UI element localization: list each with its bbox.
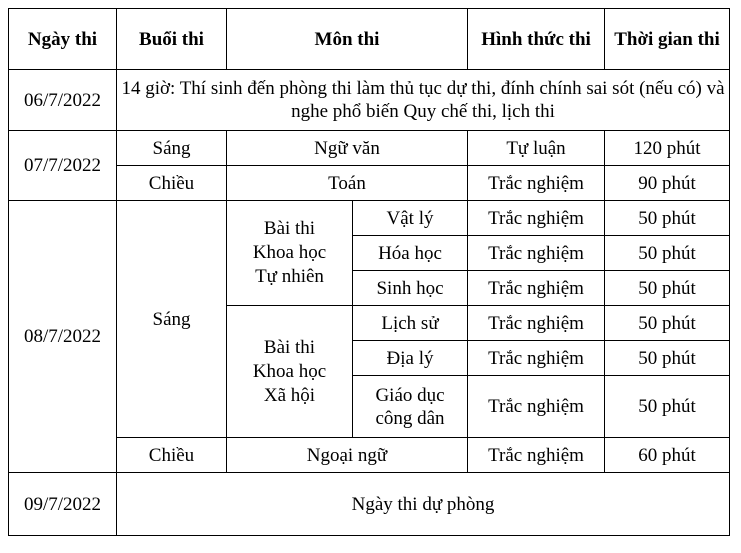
subject-cell: Toán [227,166,468,201]
table-row [9,201,730,236]
format-cell: Trắc nghiệm [468,201,605,236]
subject-group-social-science [227,306,353,438]
header-duration: Thời gian thi [605,9,730,70]
format-cell: Trắc nghiệm [468,166,605,201]
date-cell: 07/7/2022 [9,131,117,201]
duration-cell: 90 phút [605,166,730,201]
duration-cell: 50 phút [605,306,730,341]
duration-cell: 50 phút [605,376,730,438]
subject-cell: Lịch sử [353,306,468,341]
subject-cell: Ngữ văn [227,131,468,166]
format-cell: Trắc nghiệm [468,306,605,341]
table-row [9,473,730,536]
session-cell: Sáng [117,131,227,166]
group-name-line: Khoa học [252,360,327,382]
table-row [9,131,730,166]
exam-schedule-table [8,8,730,536]
group-name-line: Khoa học [252,242,327,263]
table-row [9,438,730,473]
table-row [9,70,730,131]
duration-cell: 120 phút [605,131,730,166]
session-cell: Chiều [117,166,227,201]
format-cell: Tự luận [468,131,605,166]
format-cell: Trắc nghiệm [468,236,605,271]
header-date: Ngày thi [9,9,117,70]
format-cell: Trắc nghiệm [468,438,605,473]
subject-cell: Địa lý [353,341,468,376]
duration-cell: 50 phút [605,201,730,236]
subject-cell: Vật lý [353,201,468,236]
reserve-day-note: Ngày thi dự phòng [117,473,730,536]
duration-cell: 50 phút [605,341,730,376]
session-cell: Sáng [117,201,227,438]
group-name-line: Xã hội [263,384,316,406]
header-format: Hình thức thi [468,9,605,70]
date-cell: 06/7/2022 [9,70,117,131]
group-name-line: Tự nhiên [255,266,324,287]
group-name-line: Bài thi [263,336,316,358]
subject-cell: Sinh học [353,271,468,306]
duration-cell: 50 phút [605,236,730,271]
header-subject: Môn thi [227,9,468,70]
subject-cell: Ngoại ngữ [227,438,468,473]
subject-name-line: công dân [375,407,445,429]
table-row [9,166,730,201]
duration-cell: 60 phút [605,438,730,473]
format-cell: Trắc nghiệm [468,376,605,438]
session-cell: Chiều [117,438,227,473]
format-cell: Trắc nghiệm [468,271,605,306]
header-session: Buổi thi [117,9,227,70]
format-cell: Trắc nghiệm [468,341,605,376]
date-cell: 09/7/2022 [9,473,117,536]
header-row [9,9,730,70]
subject-cell-civic-education [353,376,468,438]
date-cell: 08/7/2022 [9,201,117,473]
duration-cell: 50 phút [605,271,730,306]
subject-name-line: Giáo dục [375,384,445,406]
subject-cell: Hóa học [353,236,468,271]
procedure-note: 14 giờ: Thí sinh đến phòng thi làm thủ tục dự thi, đính chính sai sót (nếu có) và nghe phổ biến Quy chế thi, lịch thi [117,70,730,131]
subject-group-natural-science [227,201,353,306]
group-name-line: Bài thi [263,218,316,239]
